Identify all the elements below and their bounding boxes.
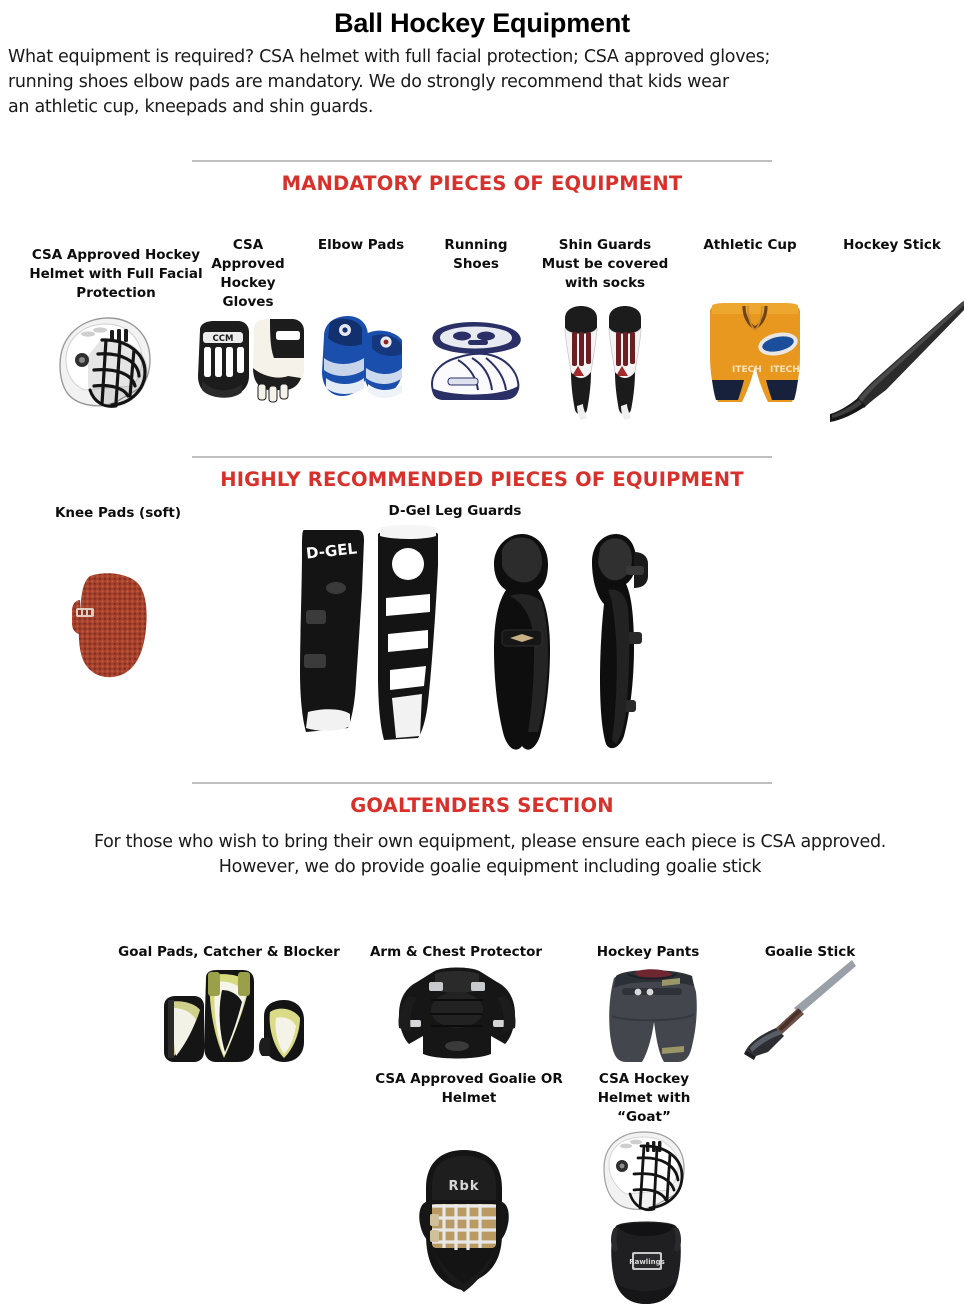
goaltenders-note [0, 830, 964, 880]
hockey-helmet-icon [44, 310, 164, 415]
mandatory-images-row [0, 300, 964, 430]
label-shin-guards [530, 236, 680, 293]
goalie-stick-icon [740, 960, 860, 1070]
svg-text:Rawlings: Rawlings [629, 1258, 665, 1266]
label-chest-protector: Arm & Chest Protector [369, 944, 543, 960]
ball-hockey-equipment-page [0, 8, 964, 1315]
leg-guards-icon [288, 526, 648, 761]
hockey-pants-icon [600, 966, 706, 1066]
goaltenders-heading: GOALTENDERS SECTION [350, 794, 614, 817]
mandatory-heading: MANDATORY PIECES OF EQUIPMENT [281, 172, 683, 195]
label-goal-pads: Goal Pads, Catcher & Blocker [118, 944, 340, 960]
hockey-gloves-icon [190, 318, 310, 410]
label-hockey-helmet-goat: CSA Hockey Helmet with “Goat” [597, 1071, 691, 1125]
svg-text:D-GEL: D-GEL [305, 539, 358, 563]
hockey-stick-icon [826, 300, 964, 425]
label-running-shoes: Running Shoes [444, 237, 508, 272]
label-goalie-helmet: CSA Approved Goalie OR Helmet [375, 1071, 563, 1106]
goaltenders-section-header [0, 782, 964, 817]
label-shin-guards-note: Must be covered with socks [541, 256, 669, 291]
label-hockey-stick: Hockey Stick [843, 237, 941, 253]
intro-paragraph [0, 45, 964, 120]
intro-line-3: an athletic cup, kneepads and shin guards. [8, 97, 374, 117]
svg-text:Rbk: Rbk [448, 1179, 480, 1194]
goalie-mask-icon [406, 1148, 522, 1298]
intro-line-2: running shoes elbow pads are mandatory. We do strongly recommend that kids wear [8, 72, 729, 92]
hockey-helmet-goat-icon [596, 1126, 706, 1316]
label-hockey-pants: Hockey Pants [596, 944, 700, 960]
intro-line-1: What equipment is required? CSA helmet with full facial protection; CSA approved gloves; [8, 47, 771, 67]
goaltenders-note-line-2: However, we do provide goalie equipment including goalie stick [218, 857, 762, 877]
chest-protector-icon [395, 966, 519, 1062]
label-hockey-gloves: CSA Approved Hockey Gloves [211, 237, 285, 310]
goal-pads-icon [160, 970, 310, 1065]
svg-text:CCM: CCM [212, 334, 234, 344]
athletic-cup-icon [700, 300, 810, 410]
mandatory-section-header [0, 160, 964, 195]
running-shoes-icon [424, 320, 530, 404]
label-knee-pads: Knee Pads (soft) [54, 505, 182, 521]
elbow-pads-icon [316, 314, 412, 409]
label-hockey-helmet: CSA Approved Hockey Helmet with Full Facial Protection [29, 247, 203, 301]
label-elbow-pads: Elbow Pads [317, 237, 405, 253]
label-shin-guards-main: Shin Guards [558, 237, 652, 253]
recommended-heading: HIGHLY RECOMMENDED PIECES OF EQUIPMENT [220, 468, 744, 491]
label-athletic-cup: Athletic Cup [703, 237, 797, 253]
knee-pads-icon [66, 570, 162, 680]
page-title: Ball Hockey Equipment [334, 8, 630, 38]
label-leg-guards: D-Gel Leg Guards [388, 503, 522, 519]
svg-text:ITECH: ITECH [770, 365, 800, 375]
shin-guards-icon [557, 306, 653, 421]
svg-text:ITECH: ITECH [732, 365, 762, 375]
recommended-section-header [0, 456, 964, 491]
mandatory-labels-row [0, 236, 964, 310]
goaltenders-note-line-1: For those who wish to bring their own equipment, please ensure each piece is CSA approved. [93, 832, 887, 852]
label-goalie-stick: Goalie Stick [764, 944, 856, 960]
